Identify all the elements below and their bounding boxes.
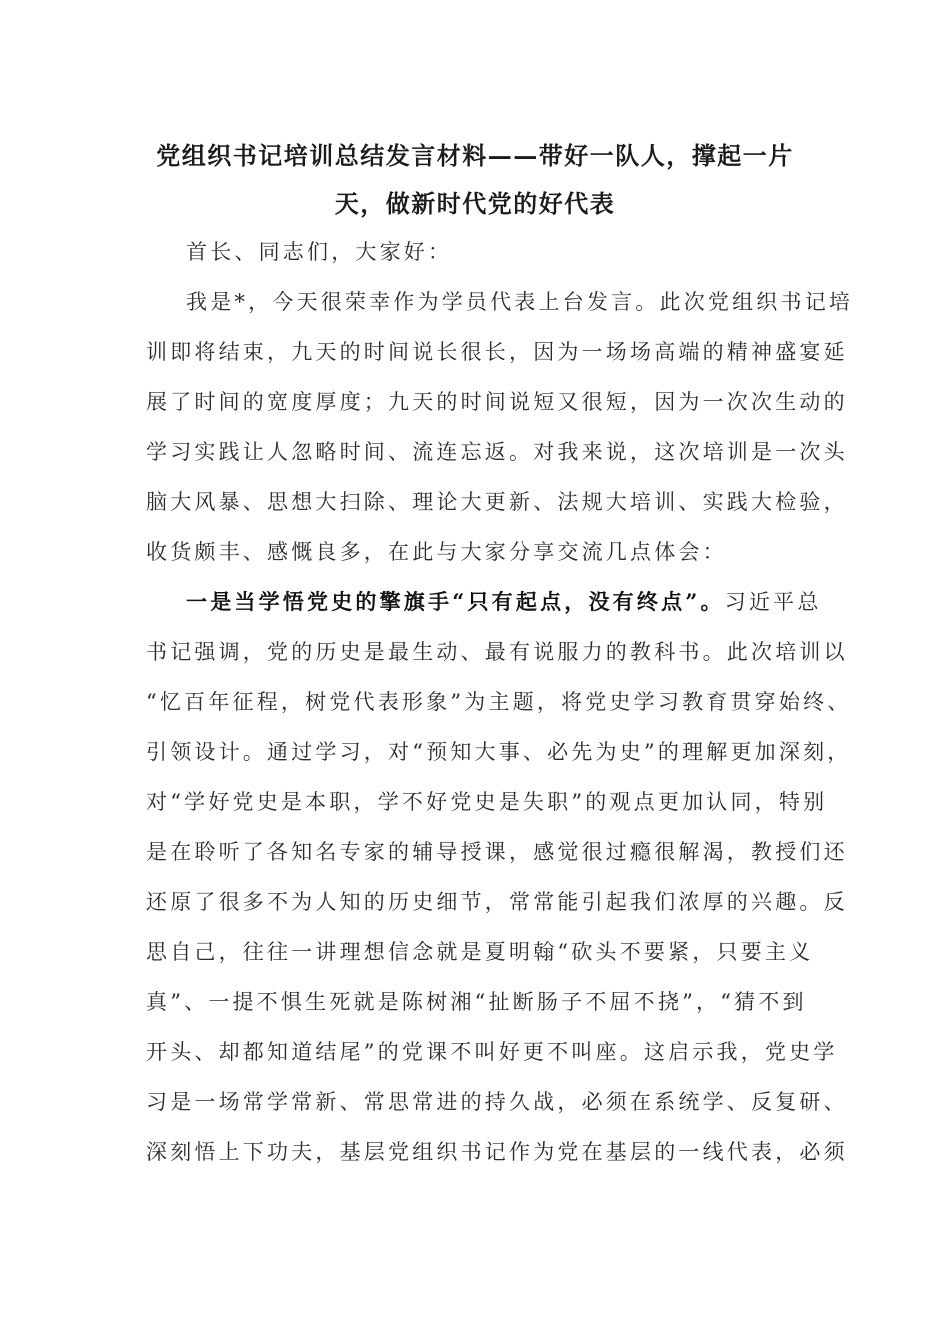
paragraph-line: 我是*，今天很荣幸作为学员代表上台发言。此次党组织书记培 <box>186 290 854 314</box>
paragraph-line: “忆百年征程，树党代表形象”为主题，将党史学习教育贯穿始终、 <box>146 690 852 714</box>
paragraph-line: 引领设计。通过学习，对“预知大事、必先为史”的理解更加深刻， <box>146 740 852 764</box>
paragraph-line: 学习实践让人忽略时间、流连忘返。对我来说，这次培训是一次头 <box>146 440 848 464</box>
section-heading-rest: 习近平总 <box>724 590 822 614</box>
paragraph-line: 还原了很多不为人知的历史细节，常常能引起我们浓厚的兴趣。反 <box>146 890 848 914</box>
section-heading: 一是当学悟党史的擎旗手“只有起点，没有终点”。 <box>186 589 725 614</box>
greeting: 首长、同志们，大家好： <box>186 240 453 264</box>
paragraph-line: 深刻悟上下功夫，基层党组织书记作为党在基层的一线代表，必须 <box>146 1140 848 1164</box>
paragraph-line: 思自己，往往一讲理想信念就是夏明翰“砍头不要紧，只要主义 <box>146 940 814 964</box>
paragraph-line: 训即将结束，九天的时间说长很长，因为一场场高端的精神盛宴延 <box>146 340 848 364</box>
paragraph-line: 收货颇丰、感慨良多，在此与大家分享交流几点体会： <box>146 540 727 564</box>
paragraph-line: 习是一场常学常新、常思常进的持久战，必须在系统学、反复研、 <box>146 1090 848 1114</box>
paragraph-line: 展了时间的宽度厚度；九天的时间说短又很短，因为一次次生动的 <box>146 390 848 414</box>
document-title-line-2: 天，做新时代党的好代表 <box>334 189 616 218</box>
paragraph-line: 是在聆听了各知名专家的辅导授课，感觉很过瘾很解渴，教授们还 <box>146 840 848 864</box>
paragraph-line: 脑大风暴、思想大扫除、理论大更新、法规大培训、实践大检验， <box>146 490 848 514</box>
section-heading-line <box>186 588 866 616</box>
paragraph-line: 真”、一提不惧生死就是陈树湘“扯断肠子不屈不挠”，“猜不到 <box>146 990 807 1014</box>
document-title-line-1: 党组织书记培训总结发言材料——带好一队人，撑起一片 <box>156 141 794 170</box>
paragraph-line: 开头、却都知道结尾”的党课不叫好更不叫座。这启示我，党史学 <box>146 1040 838 1064</box>
paragraph-line: 对“学好党史是本职，学不好党史是失职”的观点更加认同，特别 <box>146 790 828 814</box>
paragraph-line: 书记强调，党的历史是最生动、最有说服力的教科书。此次培训以 <box>146 640 848 664</box>
